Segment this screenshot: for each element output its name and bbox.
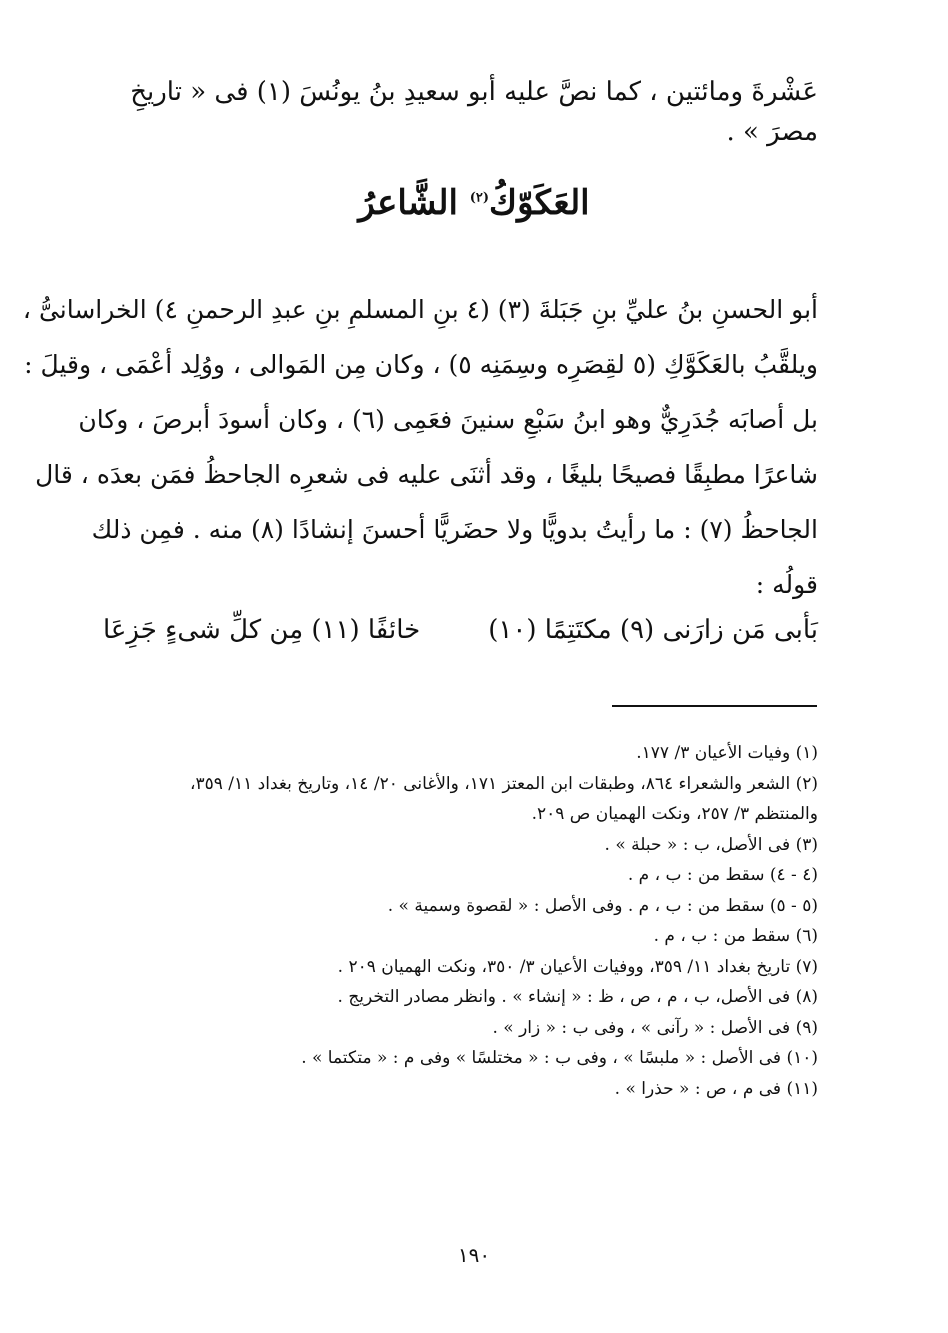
heading-name: العَكَوّكُ [489, 183, 590, 223]
footnote: (٨) فى الأصل، ب ، م ، ص ، ظ : « إنشاء » . وانظر مصادر التخريج . [337, 987, 818, 1007]
heading-footnote-marker: (٢) [469, 190, 490, 206]
body-line: الجاحظُ (٧) : ما رأيتُ بدويًّا ولا حضَريًّا أحسنَ إنشادًا (٨) منه . فمِن ذلك [91, 515, 818, 544]
footnote: والمنتظم ٣/ ٢٥٧، ونكت الهميان ص ٢٠٩. [531, 804, 818, 824]
footnote: (٢) الشعر والشعراء ٨٦٤، وطبقات ابن المعتز ١٧١، والأغانى ٢٠/ ١٤، وتاريخ بغداد ١١/ ٣٥٩، [189, 773, 818, 794]
footnote: (٧) تاريخ بغداد ١١/ ٣٥٩، ووفيات الأعيان ٣/ ٣٥٠، ونكت الهميان ٢٠٩ . [337, 956, 818, 977]
footnote: (١١) فى م ، ص : « حذرا » . [614, 1078, 818, 1099]
footnote-separator [612, 705, 817, 707]
page-number: ١٩٠ [457, 1243, 491, 1267]
footnote: (٥ - ٥) سقط من : ب ، م . وفى الأصل : « لقصوة وسمية » . [387, 895, 818, 916]
body-line: قولُه : [755, 570, 818, 599]
footnote: (١٠) فى الأصل : « ملبسًا » ، وفى ب : « مختلسًا » وفى م : « متكتما » . [301, 1048, 818, 1068]
heading-title: الشَّاعرُ [358, 183, 458, 223]
footnote: (٣) فى الأصل، ب : « حبلة » . [604, 834, 818, 855]
footnotes [113, 738, 818, 1104]
verse-first-hemistich: بَأبى مَن زارَنى (٩) مكتَتِمًا (١٠) [488, 615, 818, 645]
body-line: أبو الحسنِ بنُ عليِّ بنِ جَبَلةَ (٣) (٤ بنِ المسلمِ بنِ عبدِ الرحمنِ ٤) الخراسانىُّ ، [22, 295, 818, 324]
footnote: (٩) فى الأصل : « رآنى » ، وفى ب : « زار » . [492, 1017, 818, 1038]
poem-verse [103, 608, 818, 652]
body-line: ويلقَّبُ بالعَكَوَّكِ (٥ لقِصَرِه وسِمَنِه ٥) ، وكان مِن المَوالى ، ووُلِد أعْمَى ، وقيلَ : [24, 350, 818, 379]
footnote: (٤ - ٤) سقط من : ب ، م . [627, 865, 818, 885]
continued-text-line: عَشْرةَ ومائتين ، كما نصَّ عليه أبو سعيدِ بنُ يونُسَ (١) فى « تاريخِ مصرَ » . [130, 77, 818, 147]
body-paragraph [22, 282, 818, 612]
footnote: (١) وفيات الأعيان ٣/ ١٧٧. [636, 743, 818, 763]
verse-second-hemistich: خائفًا (١١) مِن كلِّ شىءٍ جَزِعَا [103, 615, 421, 645]
body-line: شاعرًا مطبِقًا فصيحًا بليغًا ، وقد أثنَى عليه فى شعرِه الجاحظُ فمَن بعدَه ، قال [35, 460, 818, 489]
footnote: (٦) سقط من : ب ، م . [653, 926, 818, 946]
section-heading [0, 178, 948, 228]
body-line: بل أصابَه جُدَرِيٌّ وهو ابنُ سَبْعِ سنينَ فعَمِى (٦) ، وكان أسودَ أبرصَ ، وكان [78, 405, 818, 434]
